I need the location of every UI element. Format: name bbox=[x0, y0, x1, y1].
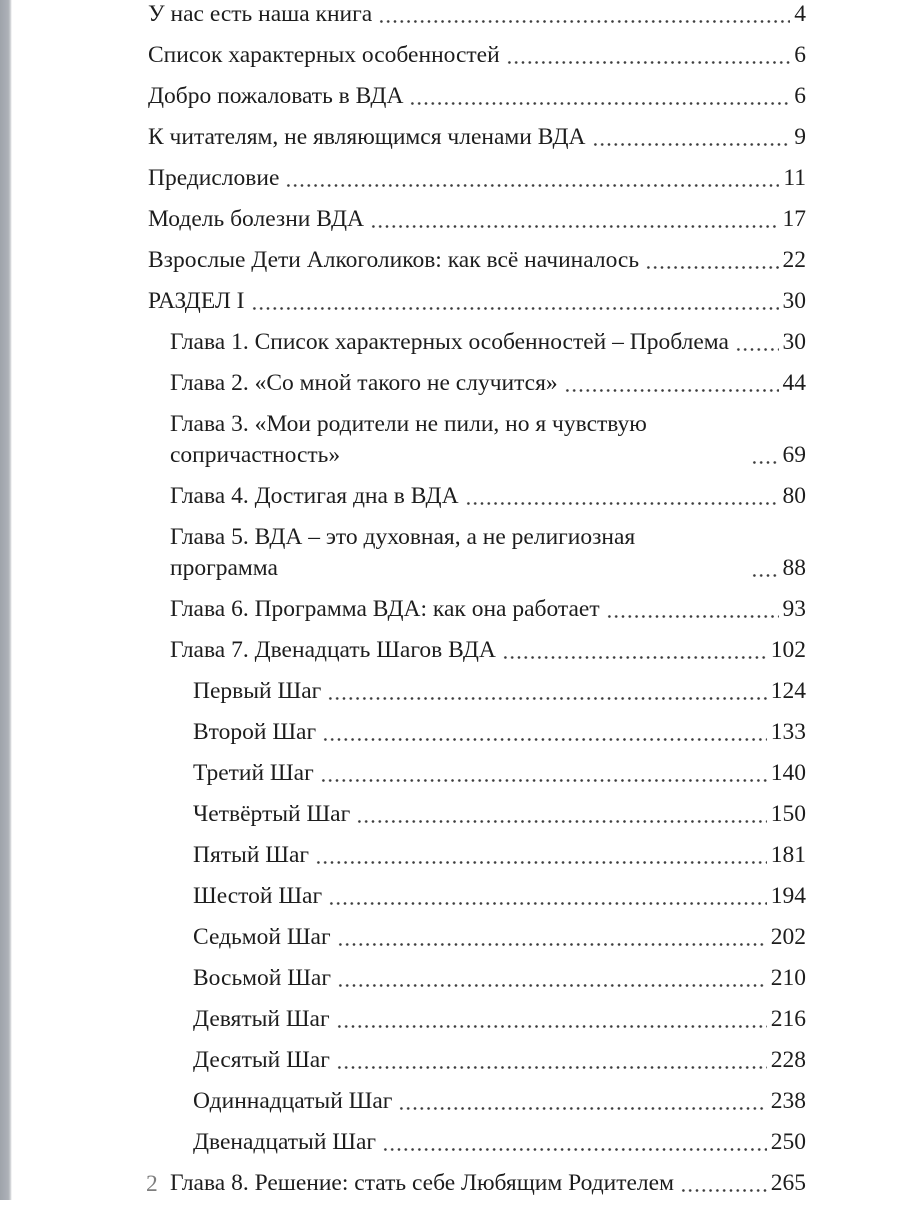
toc-entry-page-number: 133 bbox=[770, 719, 806, 745]
toc-entry[interactable] bbox=[148, 1045, 806, 1076]
toc-entry[interactable] bbox=[148, 799, 806, 830]
toc-entry[interactable] bbox=[148, 758, 806, 789]
toc-entry-page-number: 30 bbox=[782, 329, 806, 355]
toc-leader-dots bbox=[564, 389, 779, 392]
toc-entry-page-number: 140 bbox=[770, 760, 806, 786]
toc-entry-title: Список характерных особенностей bbox=[148, 42, 500, 68]
toc-entry[interactable] bbox=[148, 676, 806, 707]
toc-entry-page-number: 124 bbox=[770, 678, 806, 704]
toc-leader-dots bbox=[336, 1025, 767, 1028]
toc-entry-title: Взрослые Дети Алкоголиков: как всё начиналось bbox=[148, 247, 640, 273]
toc-entry-page-number: 93 bbox=[782, 596, 806, 622]
toc-entry[interactable] bbox=[148, 81, 806, 112]
toc-entry-page-number: 11 bbox=[783, 165, 806, 191]
toc-entry[interactable] bbox=[148, 0, 806, 30]
toc-leader-dots bbox=[337, 984, 767, 987]
toc-entry-title: Десятый Шаг bbox=[193, 1047, 330, 1073]
toc-leader-dots bbox=[382, 1148, 767, 1151]
toc-entry-page-number: 202 bbox=[770, 924, 806, 950]
toc-leader-dots bbox=[336, 1066, 767, 1069]
toc-entry-title: Первый Шаг bbox=[193, 678, 322, 704]
toc-entry-title: Глава 4. Достигая дна в ВДА bbox=[170, 483, 459, 509]
toc-entry-title: Глава 3. «Мои родители не пили, но я чувствую сопричастность» bbox=[170, 411, 647, 468]
toc-entry-page-number: 181 bbox=[770, 842, 806, 868]
toc-entry[interactable] bbox=[148, 922, 806, 953]
toc-entry-title: Модель болезни ВДА bbox=[148, 206, 365, 232]
toc-leader-dots bbox=[465, 502, 779, 505]
toc-entry-page-number: 250 bbox=[770, 1129, 806, 1155]
toc-leader-dots bbox=[645, 266, 778, 269]
toc-leader-dots bbox=[606, 615, 779, 618]
toc-entry[interactable] bbox=[148, 1168, 806, 1199]
toc-entry[interactable] bbox=[148, 327, 806, 358]
toc-entry[interactable] bbox=[148, 1127, 806, 1158]
toc-entry[interactable] bbox=[148, 122, 806, 153]
toc-entry-title: К читателям, не являющимся членами ВДА bbox=[148, 124, 586, 150]
toc-entry[interactable] bbox=[148, 963, 806, 994]
toc-entry[interactable] bbox=[148, 409, 806, 471]
toc-entry-page-number: 210 bbox=[770, 965, 806, 991]
toc-entry-page-number: 44 bbox=[782, 370, 806, 396]
toc-entry-page-number: 17 bbox=[782, 206, 806, 232]
toc-entry[interactable] bbox=[148, 635, 806, 666]
toc-entry-title: Пятый Шаг bbox=[193, 842, 310, 868]
toc-entry-title: Второй Шаг bbox=[193, 719, 317, 745]
toc-entry-title: Девятый Шаг bbox=[193, 1006, 330, 1032]
toc-entry[interactable] bbox=[148, 245, 806, 276]
toc-entry-page-number: 6 bbox=[794, 83, 806, 109]
toc-entry[interactable] bbox=[148, 286, 806, 317]
toc-leader-dots bbox=[751, 461, 779, 464]
toc-entry-title: Глава 6. Программа ВДА: как она работает bbox=[170, 596, 600, 622]
toc-leader-dots bbox=[337, 943, 767, 946]
toc-entry-title: Глава 1. Список характерных особенностей – Проблема bbox=[170, 329, 729, 355]
toc-entry-title: Глава 7. Двенадцать Шагов ВДА bbox=[170, 637, 496, 663]
toc-entry-page-number: 69 bbox=[782, 442, 806, 468]
toc-leader-dots bbox=[506, 61, 791, 64]
toc-entry-title: Предисловие bbox=[148, 165, 280, 191]
toc-entry-page-number: 238 bbox=[770, 1088, 806, 1114]
toc-entry-page-number: 194 bbox=[770, 883, 806, 909]
toc-entry[interactable] bbox=[148, 368, 806, 399]
toc-entry[interactable] bbox=[148, 522, 806, 584]
toc-entry-title: Глава 2. «Со мной такого не случится» bbox=[170, 370, 558, 396]
toc-entry[interactable] bbox=[148, 717, 806, 748]
toc-leader-dots bbox=[356, 820, 767, 823]
toc-leader-dots bbox=[378, 20, 790, 23]
toc-leader-dots bbox=[370, 225, 778, 228]
toc-entry[interactable] bbox=[148, 481, 806, 512]
toc-entry-title: Третий Шаг bbox=[193, 760, 314, 786]
toc-entry-title: Четвёртый Шаг bbox=[193, 801, 351, 827]
toc-entry-page-number: 265 bbox=[770, 1170, 806, 1196]
toc-entry-title: Двенадцатый Шаг bbox=[193, 1129, 377, 1155]
page-edge-strip bbox=[0, 0, 12, 1200]
toc-entry-page-number: 150 bbox=[770, 801, 806, 827]
toc-entry[interactable] bbox=[148, 1086, 806, 1117]
toc-entry-title: У нас есть наша книга bbox=[148, 1, 373, 27]
toc-leader-dots bbox=[315, 861, 767, 864]
toc-entry-title: РАЗДЕЛ I bbox=[148, 288, 245, 314]
toc-leader-dots bbox=[751, 574, 779, 577]
toc-leader-dots bbox=[398, 1107, 766, 1110]
toc-leader-dots bbox=[320, 779, 767, 782]
toc-leader-dots bbox=[251, 307, 779, 310]
toc-entry[interactable] bbox=[148, 40, 806, 71]
toc-entry-title: Глава 8. Решение: стать себе Любящим Родителем bbox=[170, 1170, 674, 1196]
toc-entry-page-number: 30 bbox=[782, 288, 806, 314]
toc-leader-dots bbox=[322, 738, 767, 741]
toc-leader-dots bbox=[328, 902, 767, 905]
toc-entry[interactable] bbox=[148, 881, 806, 912]
toc-entry[interactable] bbox=[148, 204, 806, 235]
toc-entry[interactable] bbox=[148, 163, 806, 194]
toc-entry-page-number: 9 bbox=[794, 124, 806, 150]
toc-entry-title: Глава 5. ВДА – это духовная, а не религиозная программа bbox=[170, 524, 636, 581]
toc-entry-page-number: 216 bbox=[770, 1006, 806, 1032]
toc-entry-page-number: 6 bbox=[794, 42, 806, 68]
toc-leader-dots bbox=[285, 184, 779, 187]
toc-entry-page-number: 88 bbox=[782, 555, 806, 581]
toc-entry-page-number: 80 bbox=[782, 483, 806, 509]
toc-entry-title: Добро пожаловать в ВДА bbox=[148, 83, 404, 109]
toc-entry[interactable] bbox=[148, 594, 806, 625]
toc-leader-dots bbox=[327, 697, 766, 700]
table-of-contents bbox=[148, 0, 806, 1209]
toc-entry-title: Шестой Шаг bbox=[193, 883, 323, 909]
toc-leader-dots bbox=[592, 143, 791, 146]
footer-page-number: 2 bbox=[146, 1171, 158, 1197]
toc-leader-dots bbox=[409, 102, 790, 105]
toc-entry-page-number: 22 bbox=[782, 247, 806, 273]
toc-entry[interactable] bbox=[148, 840, 806, 871]
toc-entry[interactable] bbox=[148, 1004, 806, 1035]
toc-entry-title: Одиннадцатый Шаг bbox=[193, 1088, 393, 1114]
toc-entry-page-number: 228 bbox=[770, 1047, 806, 1073]
toc-leader-dots bbox=[502, 656, 767, 659]
toc-leader-dots bbox=[735, 348, 779, 351]
toc-leader-dots bbox=[680, 1189, 767, 1192]
toc-entry-title: Седьмой Шаг bbox=[193, 924, 331, 950]
toc-entry-page-number: 4 bbox=[794, 1, 806, 27]
toc-entry-title: Восьмой Шаг bbox=[193, 965, 332, 991]
toc-entry-page-number: 102 bbox=[770, 637, 806, 663]
